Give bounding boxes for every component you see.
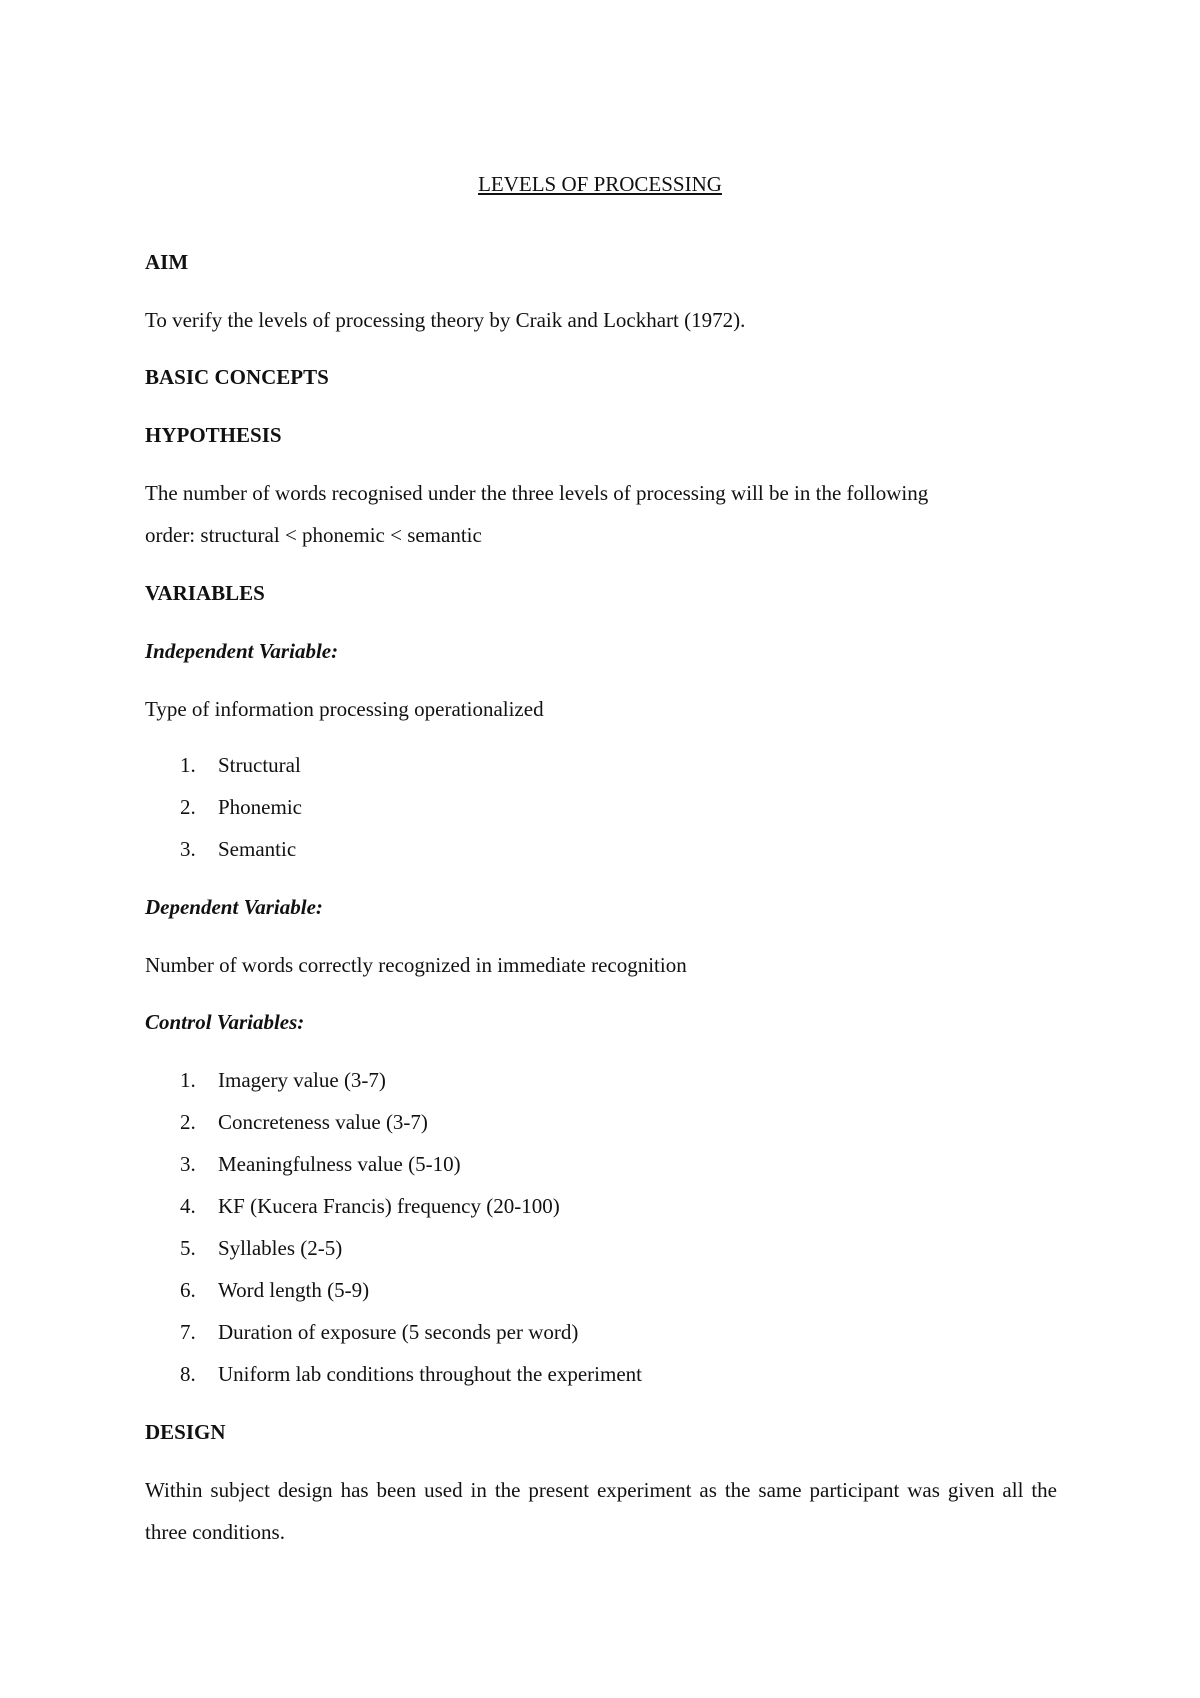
design-text: Within subject design has been used in the present experiment as the same participant was given all the three conditions. [145, 1478, 1057, 1544]
list-item-text: Phonemic [218, 795, 302, 819]
list-item-text: Syllables (2-5) [218, 1236, 343, 1260]
control-variables-label: Control Variables: [145, 1010, 305, 1034]
independent-variable-text: Type of information processing operationalized [145, 697, 544, 721]
list-item-text: Semantic [218, 837, 297, 861]
list-item [180, 1150, 461, 1178]
hypothesis-heading: HYPOTHESIS [145, 423, 282, 447]
dependent-variable-label: Dependent Variable: [145, 895, 323, 919]
hypothesis-text-line1: The number of words recognised under the three levels of processing will be in the following [145, 481, 929, 505]
list-item-number: 2. [180, 795, 196, 819]
list-item-number: 4. [180, 1194, 196, 1218]
list-item-number: 3. [180, 837, 196, 861]
list-item [180, 1276, 369, 1304]
dependent-variable-text: Number of words correctly recognized in immediate recognition [145, 953, 687, 977]
design-heading: DESIGN [145, 1420, 226, 1444]
list-item-number: 6. [180, 1278, 196, 1302]
list-item-text: Uniform lab conditions throughout the experiment [218, 1362, 642, 1386]
page-title: LEVELS OF PROCESSING [478, 172, 722, 196]
aim-heading: AIM [145, 250, 189, 274]
independent-variable-label: Independent Variable: [145, 639, 339, 663]
list-item [180, 1192, 560, 1220]
hypothesis-text-line2: order: structural < phonemic < semantic [145, 523, 482, 547]
list-item-text: Word length (5-9) [218, 1278, 370, 1302]
list-item [180, 835, 296, 863]
list-item [180, 1066, 386, 1094]
aim-text: To verify the levels of processing theory by Craik and Lockhart (1972). [145, 308, 746, 332]
list-item [180, 1108, 428, 1136]
list-item-number: 1. [180, 753, 196, 777]
list-item [180, 1360, 642, 1388]
list-item-number: 8. [180, 1362, 196, 1386]
list-item-number: 3. [180, 1152, 196, 1176]
list-item [180, 793, 302, 821]
variables-heading: VARIABLES [145, 581, 265, 605]
list-item-text: Meaningfulness value (5-10) [218, 1152, 461, 1176]
list-item-number: 5. [180, 1236, 196, 1260]
basic-concepts-heading: BASIC CONCEPTS [145, 365, 329, 389]
list-item-text: KF (Kucera Francis) frequency (20-100) [218, 1194, 560, 1218]
list-item-text: Structural [218, 753, 301, 777]
list-item-number: 7. [180, 1320, 196, 1344]
list-item [180, 751, 301, 779]
list-item [180, 1318, 578, 1346]
list-item-text: Duration of exposure (5 seconds per word) [218, 1320, 579, 1344]
list-item-text: Imagery value (3-7) [218, 1068, 386, 1092]
list-item-number: 1. [180, 1068, 196, 1092]
list-item [180, 1234, 342, 1262]
list-item-number: 2. [180, 1110, 196, 1134]
list-item-text: Concreteness value (3-7) [218, 1110, 428, 1134]
